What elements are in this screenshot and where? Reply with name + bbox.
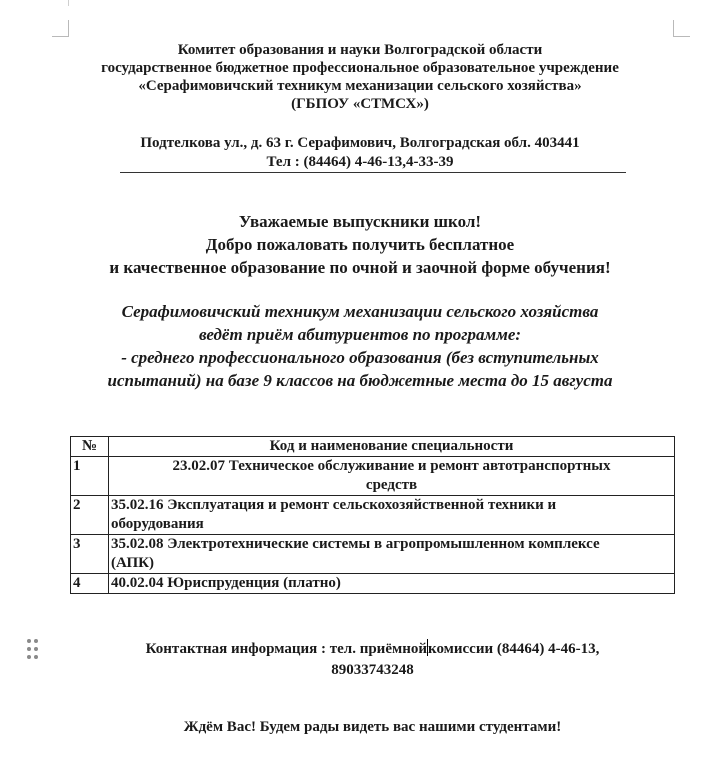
specialties-table	[70, 436, 675, 594]
table-row	[71, 574, 675, 594]
greeting-line-3: и качественное образование по очной и заочной форме обучения!	[109, 258, 611, 277]
program-line-2: ведёт приём абитуриентов по программе:	[198, 325, 522, 344]
page-corner-mark-right	[673, 20, 690, 37]
header-line-institution-name: «Серафимовичский техникум механизации сельского хозяйства»	[138, 78, 582, 94]
greeting-line-1: Уважаемые выпускники школ!	[238, 212, 482, 231]
table-header-specialty: Код и наименование специальности	[109, 437, 675, 457]
contact-text-before-cursor: Контактная информация : тел. приёмной	[145, 641, 427, 657]
table-cell-specialty	[109, 496, 675, 535]
table-cell-specialty	[109, 574, 675, 594]
specialty-line: 23.02.07 Техническое обслуживание и ремонт автотранспортных	[172, 458, 611, 474]
specialty-line: средств	[365, 477, 418, 493]
greeting-line-2: Добро пожаловать получить бесплатное	[205, 235, 515, 254]
table-row	[71, 535, 675, 574]
header-divider	[120, 172, 626, 173]
specialty-line: 40.02.04 Юриспруденция (платно)	[111, 575, 341, 591]
table-cell-specialty	[109, 535, 675, 574]
header-line-committee: Комитет образования и науки Волгоградской области	[177, 42, 543, 58]
header-address: Подтелкова ул., д. 63 г. Серафимович, Волгоградская обл. 403441	[140, 135, 580, 151]
table-row	[71, 457, 675, 496]
contact-line-1[interactable]	[20, 639, 719, 660]
program-line-4: испытаний) на базе 9 классов на бюджетные места до 15 августа	[107, 371, 613, 390]
table-cell-number: 3	[71, 535, 109, 574]
program-line-3: - среднего профессионального образования (без вступительных	[121, 348, 599, 367]
closing-message: Ждём Вас! Будем рады видеть вас нашими студентами!	[183, 719, 562, 735]
header-phone: Тел : (84464) 4-46-13,4-33-39	[266, 154, 454, 170]
header-line-institution-type: государственное бюджетное профессиональное образовательное учреждение	[101, 60, 619, 76]
page-corner-mark-left	[52, 20, 69, 37]
table-row	[71, 496, 675, 535]
specialty-line: 35.02.16 Эксплуатация и ремонт сельскохозяйственной техники и	[111, 497, 557, 513]
table-header-number: №	[71, 437, 109, 457]
header-line-abbreviation: (ГБПОУ «СТМСХ»)	[291, 96, 429, 112]
specialty-line: оборудования	[111, 516, 204, 532]
table-cell-number: 4	[71, 574, 109, 594]
table-cell-number: 2	[71, 496, 109, 535]
ruler-tick	[68, 0, 69, 6]
contact-text-after-cursor: комиссии (84464) 4-46-13,	[428, 641, 600, 657]
table-header-row	[71, 437, 675, 457]
table-cell-number: 1	[71, 457, 109, 496]
program-line-1: Серафимовичский техникум механизации сельского хозяйства	[121, 302, 599, 321]
table-cell-specialty	[109, 457, 675, 496]
contact-phone-mobile: 89033743248	[331, 662, 414, 678]
specialty-line: (АПК)	[111, 555, 154, 571]
specialty-line: 35.02.08 Электротехнические системы в агропромышленном комплексе	[111, 536, 600, 552]
